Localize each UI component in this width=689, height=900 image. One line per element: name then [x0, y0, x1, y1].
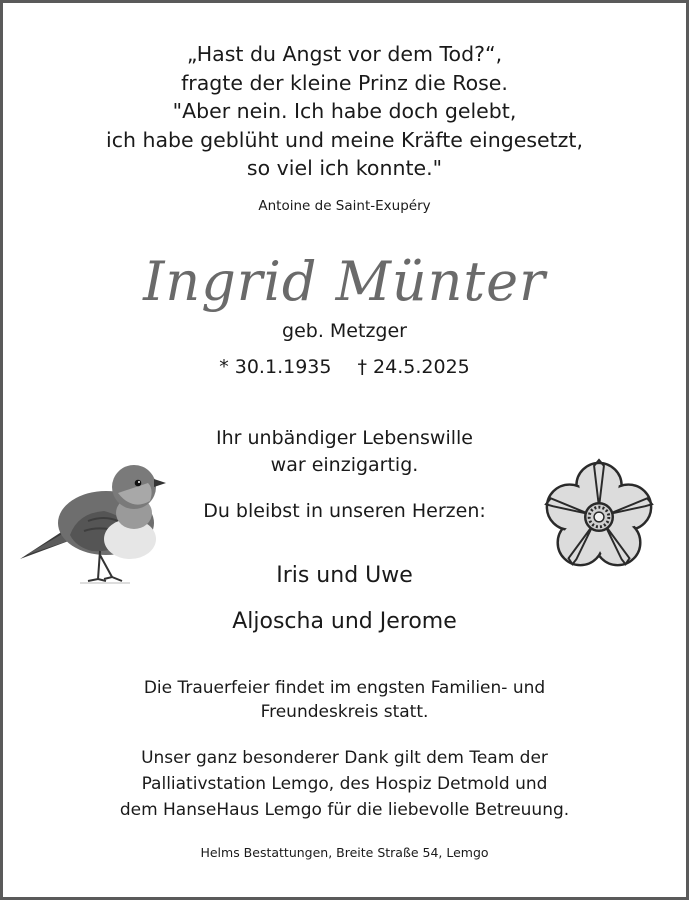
funeral-notice	[0, 676, 689, 724]
death-date: † 24.5.2025	[357, 356, 470, 378]
mourner-name: Iris und Uwe	[276, 563, 413, 588]
tribute-line: Ihr unbändiger Lebenswille	[216, 427, 473, 449]
thanks-text	[0, 745, 689, 823]
mourner-name: Aljoscha und Jerome	[232, 609, 457, 634]
life-dates	[0, 356, 689, 378]
quote-line: ich habe geblüht und meine Kräfte eingesetzt,	[106, 127, 583, 152]
quote-line: „Hast du Angst vor dem Tod?“,	[186, 42, 503, 66]
birth-date: * 30.1.1935	[219, 356, 332, 378]
thanks-line: Palliativstation Lemgo, des Hospiz Detmold und	[141, 774, 548, 794]
quote-line: so viel ich konnte."	[246, 156, 443, 180]
quote-block	[0, 40, 689, 183]
tribute-line: war einzigartig.	[270, 454, 419, 476]
funeral-home: Helms Bestattungen, Breite Straße 54, Lemgo	[200, 845, 489, 860]
quote-line: "Aber nein. Ich habe doch gelebt,	[172, 99, 517, 123]
robin-bird-icon	[18, 455, 168, 585]
deceased-name: Ingrid Münter	[143, 250, 546, 313]
quote-author: Antoine de Saint-Exupéry	[258, 198, 431, 214]
heraldic-rose-icon	[540, 458, 658, 576]
notice-line: Die Trauerfeier findet im engsten Familien- und	[143, 678, 546, 698]
tribute-closing: Du bleibst in unseren Herzen:	[203, 500, 486, 522]
birth-name: geb. Metzger	[282, 320, 407, 342]
thanks-line: dem HanseHaus Lemgo für die liebevolle Betreuung.	[119, 800, 570, 820]
notice-line: Freundeskreis statt.	[260, 702, 429, 722]
quote-line: fragte der kleine Prinz die Rose.	[181, 70, 508, 95]
thanks-line: Unser ganz besonderer Dank gilt dem Team der	[141, 748, 548, 768]
